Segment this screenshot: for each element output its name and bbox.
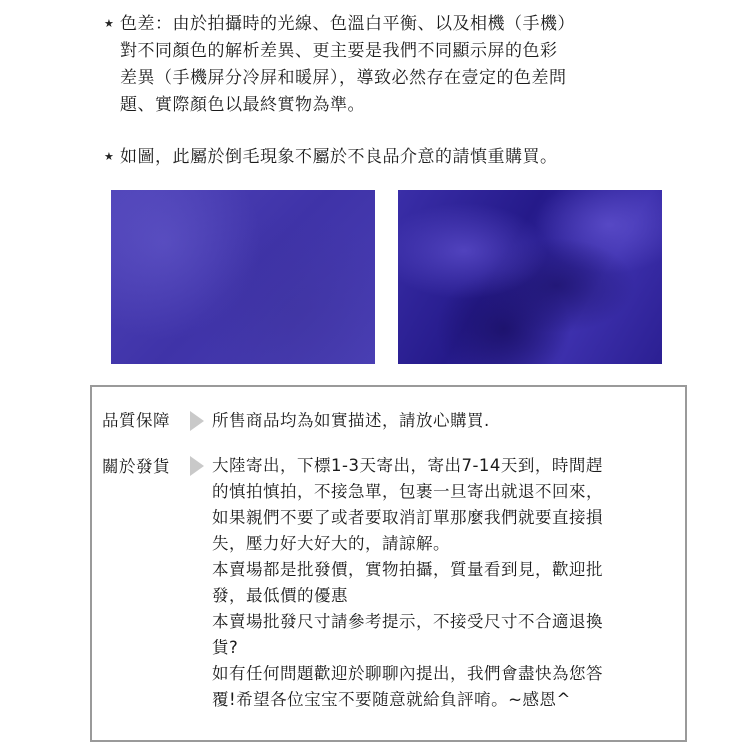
shipping-line: 發，最低價的優惠: [212, 586, 348, 605]
fabric-photo-smooth: [111, 190, 375, 364]
arrow-right-icon: [190, 411, 204, 431]
shipping-line: 如果親們不要了或者要取消訂單那麼我們就要直接損: [212, 508, 603, 527]
note-line: 如圖，此屬於倒毛現象不屬於不良品介意的請慎重購買。: [120, 147, 558, 167]
note-line: 對不同顏色的解析差異、更主要是我們不同顯示屏的色彩: [120, 41, 558, 61]
shipping-line: 大陸寄出，下標1-3天寄出，寄出7-14天到，時間趕: [212, 456, 603, 475]
shipping-line: 本賣場都是批發價，實物拍攝，質量看到見，歡迎批: [212, 560, 603, 579]
note-line: 差異（手機屏分冷屏和暖屏），導致必然存在壹定的色差問: [120, 68, 567, 88]
shipping-text: [212, 453, 682, 713]
shipping-line: 如有任何問題歡迎於聊聊內提出，我們會盡快為您答: [212, 664, 603, 683]
quality-text: 所售商品均為如實描述，請放心購買.: [212, 411, 490, 430]
note-line: 題、實際顏色以最終實物為準。: [120, 95, 365, 115]
arrow-right-icon: [190, 456, 204, 476]
info-box: [90, 385, 687, 742]
fabric-photo-crushed: [398, 190, 662, 364]
shipping-info-row: [102, 453, 682, 713]
shipping-line: 覆!希望各位宝宝不要随意就給負評唷。~感恩^: [212, 690, 571, 709]
fabric-pile-note: [104, 143, 704, 171]
shipping-line: 貨?: [212, 638, 239, 657]
shipping-line: 的慎拍慎拍，不接急單，包裹一旦寄出就退不回來，: [212, 482, 603, 501]
quality-label: 品質保障: [102, 411, 170, 430]
star-icon: ★: [104, 150, 115, 163]
quality-guarantee-row: [102, 408, 682, 434]
shipping-label: 關於發貨: [102, 457, 170, 476]
shipping-line: 失，壓力好大好大的，請諒解。: [212, 534, 450, 553]
star-icon: ★: [104, 17, 115, 30]
shipping-line: 本賣場批發尺寸請參考提示，不接受尺寸不合適退換: [212, 612, 603, 631]
note-line: 色差：由於拍攝時的光線、色溫白平衡、以及相機（手機）: [120, 14, 575, 34]
color-difference-note: [104, 10, 704, 119]
